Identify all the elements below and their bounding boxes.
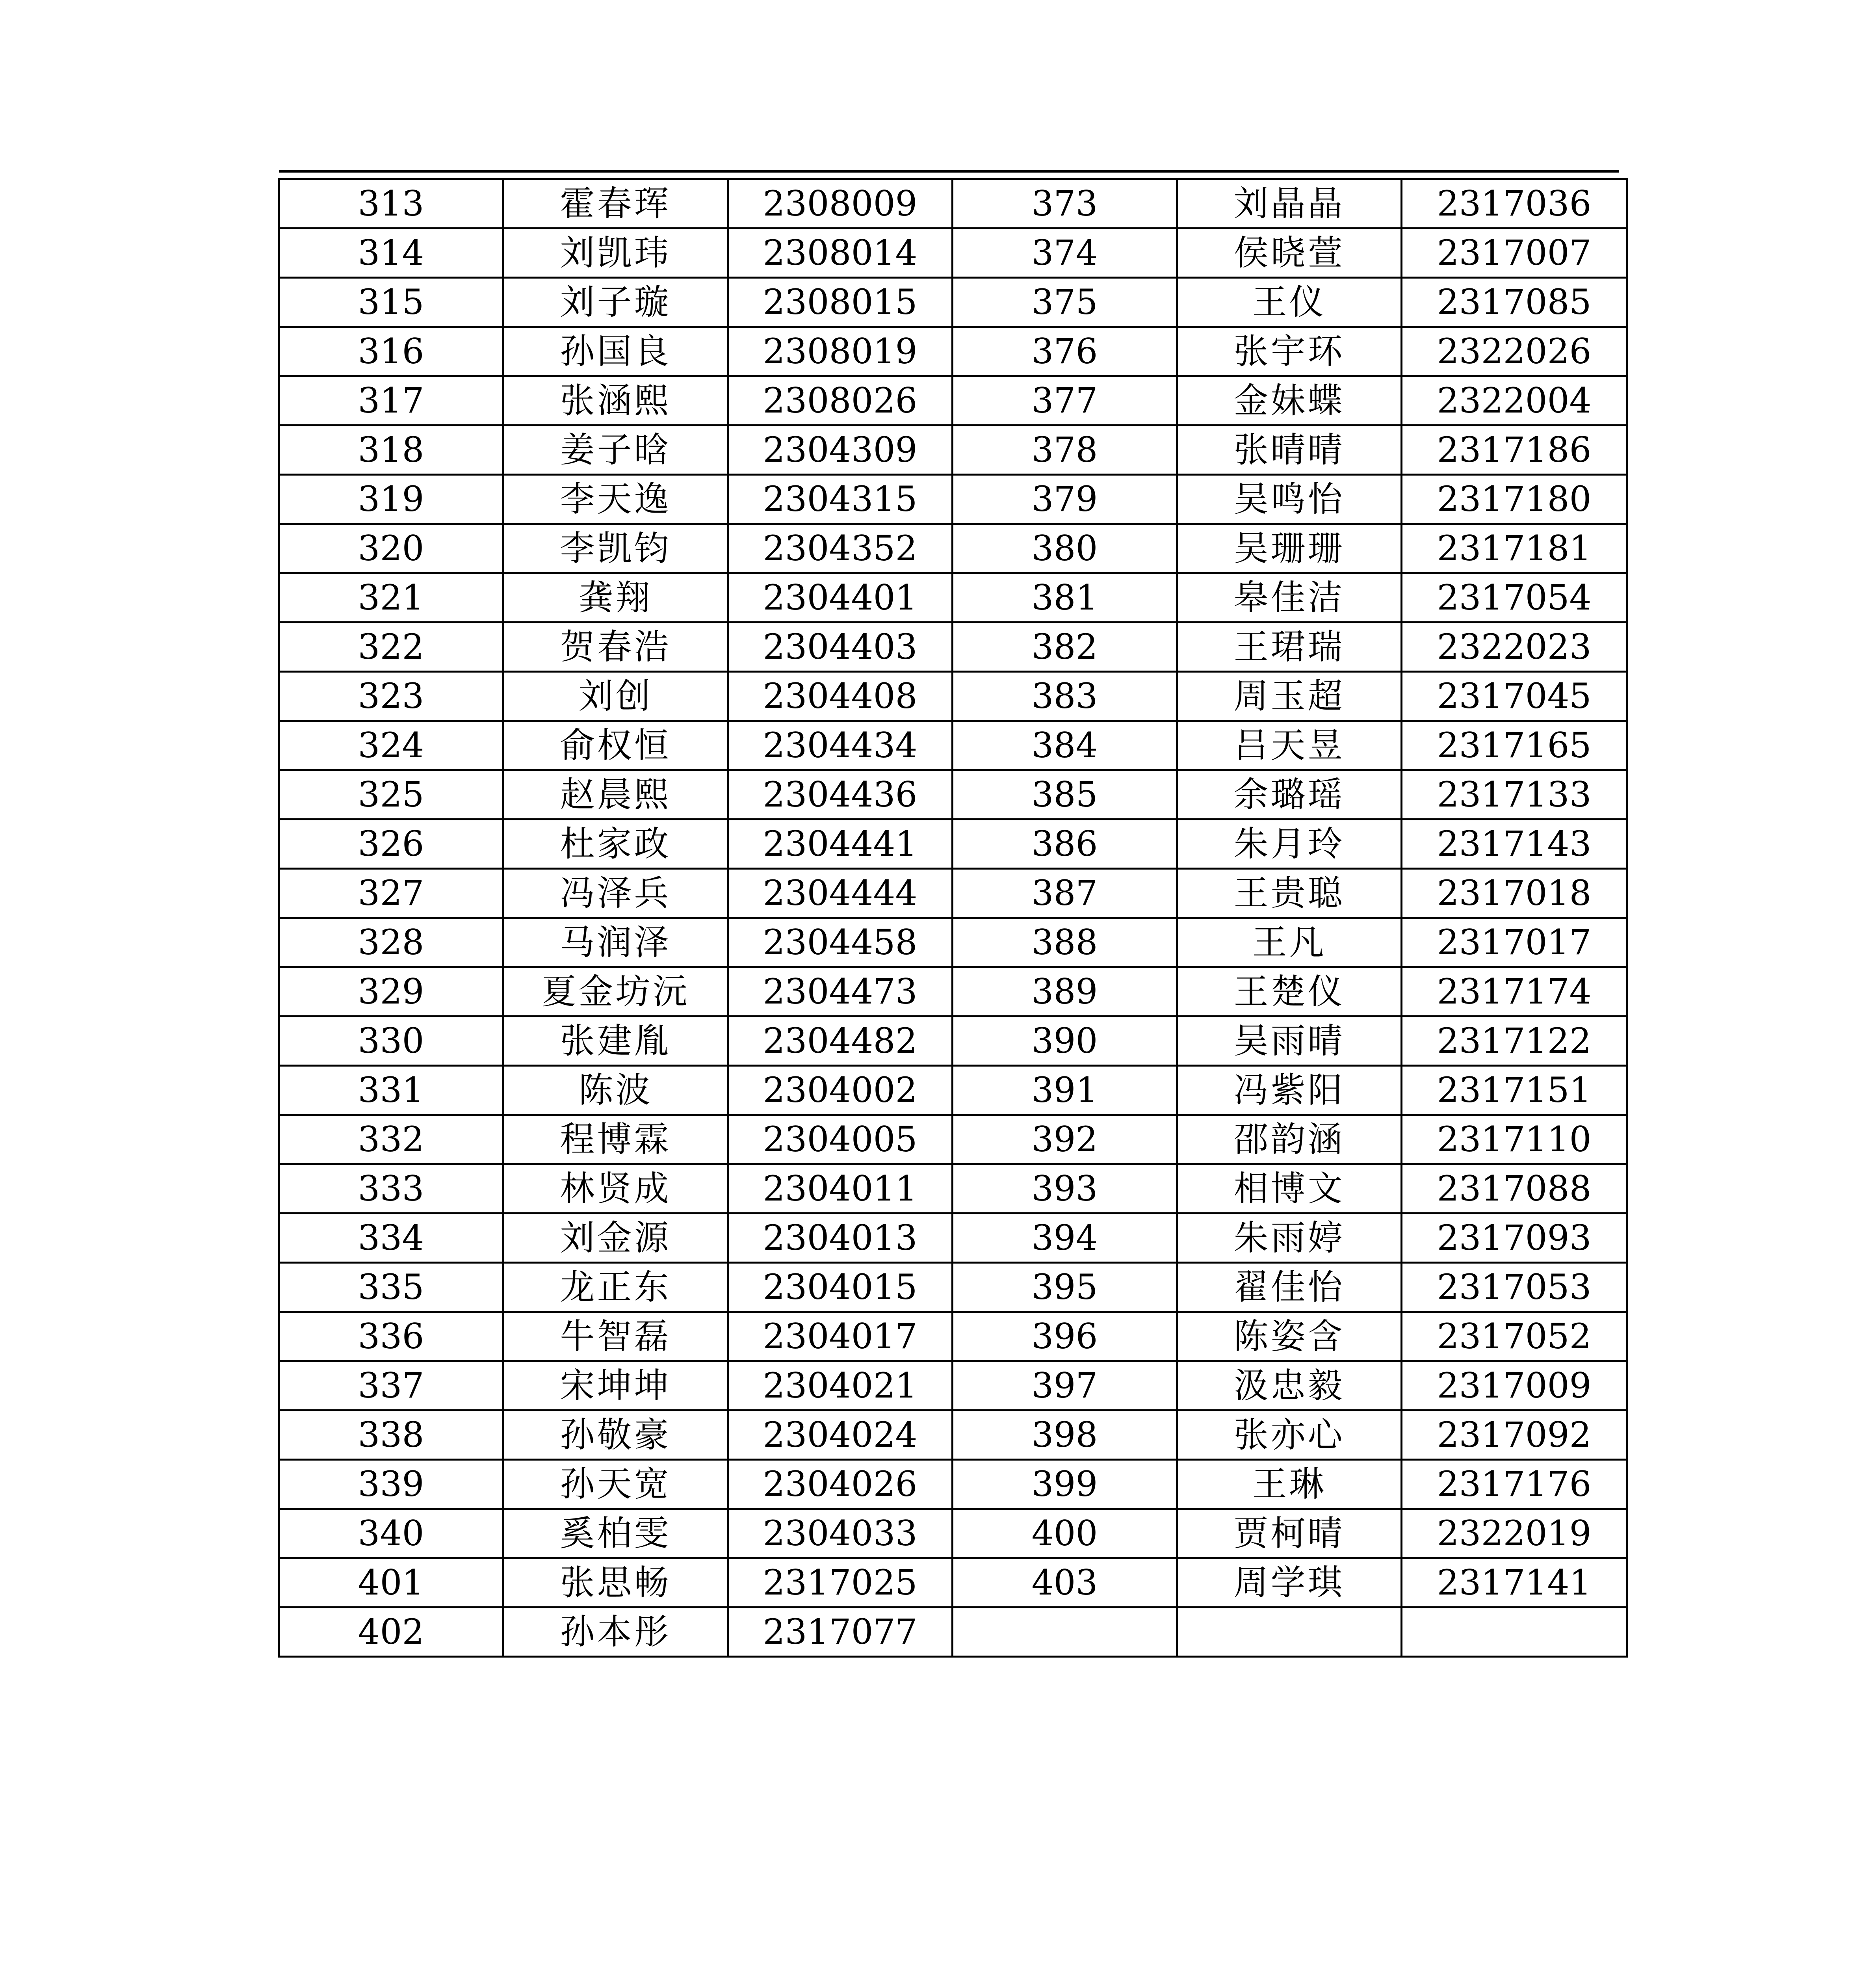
- table-row: [279, 229, 1627, 278]
- seq-cell: 374: [953, 229, 1177, 278]
- name-cell: 王凡: [1177, 918, 1402, 967]
- seq-cell: 321: [279, 573, 503, 623]
- student-id-cell: 2317054: [1402, 573, 1627, 623]
- seq-cell: 393: [953, 1164, 1177, 1214]
- student-id-cell: 2304021: [728, 1361, 953, 1411]
- seq-cell: 322: [279, 623, 503, 672]
- table-row: [279, 1164, 1627, 1214]
- seq-cell: 326: [279, 820, 503, 869]
- student-id-cell: 2317025: [728, 1558, 953, 1608]
- student-id-cell: 2317018: [1402, 869, 1627, 918]
- seq-cell: 383: [953, 672, 1177, 721]
- table-row: [279, 1558, 1627, 1608]
- seq-cell: 390: [953, 1017, 1177, 1066]
- seq-cell: 396: [953, 1312, 1177, 1361]
- student-id-cell: 2304033: [728, 1509, 953, 1558]
- table-row: [279, 1017, 1627, 1066]
- header-rule: [279, 170, 1619, 173]
- name-cell: 王琳: [1177, 1460, 1402, 1509]
- table-row: [279, 623, 1627, 672]
- student-id-cell: 2304002: [728, 1066, 953, 1115]
- student-id-cell: [1402, 1608, 1627, 1657]
- table-row: [279, 869, 1627, 918]
- table-row: [279, 1509, 1627, 1558]
- seq-cell: 388: [953, 918, 1177, 967]
- student-id-cell: 2304017: [728, 1312, 953, 1361]
- name-cell: 奚柏雯: [503, 1509, 728, 1558]
- name-cell: 夏金坊沅: [503, 967, 728, 1017]
- student-id-cell: 2317045: [1402, 672, 1627, 721]
- name-cell: 刘晶晶: [1177, 179, 1402, 229]
- name-cell: 朱月玲: [1177, 820, 1402, 869]
- seq-cell: 398: [953, 1411, 1177, 1460]
- name-cell: 杜家政: [503, 820, 728, 869]
- name-cell: 张思畅: [503, 1558, 728, 1608]
- name-cell: 吕天昱: [1177, 721, 1402, 770]
- name-cell: 王楚仪: [1177, 967, 1402, 1017]
- table-row: [279, 918, 1627, 967]
- seq-cell: 384: [953, 721, 1177, 770]
- name-cell: 赵晨熙: [503, 770, 728, 820]
- name-cell: 姜子晗: [503, 426, 728, 475]
- name-cell: 刘凯玮: [503, 229, 728, 278]
- table-row: [279, 426, 1627, 475]
- table-row: [279, 327, 1627, 376]
- table-row: [279, 376, 1627, 426]
- seq-cell: 337: [279, 1361, 503, 1411]
- student-id-cell: 2322019: [1402, 1509, 1627, 1558]
- table-row: [279, 1115, 1627, 1164]
- seq-cell: 324: [279, 721, 503, 770]
- seq-cell: 331: [279, 1066, 503, 1115]
- student-id-cell: 2317077: [728, 1608, 953, 1657]
- student-id-cell: 2304315: [728, 475, 953, 524]
- table-row: [279, 1263, 1627, 1312]
- student-id-cell: 2317092: [1402, 1411, 1627, 1460]
- student-id-cell: 2304458: [728, 918, 953, 967]
- table-row: [279, 1214, 1627, 1263]
- name-cell: 牛智磊: [503, 1312, 728, 1361]
- name-cell: 张晴晴: [1177, 426, 1402, 475]
- student-id-cell: 2317017: [1402, 918, 1627, 967]
- student-id-cell: 2317143: [1402, 820, 1627, 869]
- student-id-cell: 2317165: [1402, 721, 1627, 770]
- seq-cell: 386: [953, 820, 1177, 869]
- seq-cell: 328: [279, 918, 503, 967]
- student-id-cell: 2317088: [1402, 1164, 1627, 1214]
- student-id-cell: 2308014: [728, 229, 953, 278]
- seq-cell: 318: [279, 426, 503, 475]
- seq-cell: 315: [279, 278, 503, 327]
- seq-cell: 327: [279, 869, 503, 918]
- seq-cell: 403: [953, 1558, 1177, 1608]
- seq-cell: 340: [279, 1509, 503, 1558]
- student-id-cell: 2317141: [1402, 1558, 1627, 1608]
- student-id-cell: 2317093: [1402, 1214, 1627, 1263]
- student-id-cell: 2304401: [728, 573, 953, 623]
- seq-cell: 329: [279, 967, 503, 1017]
- name-cell: 俞权恒: [503, 721, 728, 770]
- seq-cell: 314: [279, 229, 503, 278]
- name-cell: 余璐瑶: [1177, 770, 1402, 820]
- name-cell: 陈波: [503, 1066, 728, 1115]
- name-cell: 翟佳怡: [1177, 1263, 1402, 1312]
- student-id-cell: 2322023: [1402, 623, 1627, 672]
- table-row: [279, 1608, 1627, 1657]
- student-id-cell: 2304026: [728, 1460, 953, 1509]
- name-cell: 邵韵涵: [1177, 1115, 1402, 1164]
- student-id-cell: 2308026: [728, 376, 953, 426]
- student-id-cell: 2317036: [1402, 179, 1627, 229]
- seq-cell: 333: [279, 1164, 503, 1214]
- table-row: [279, 820, 1627, 869]
- seq-cell: 397: [953, 1361, 1177, 1411]
- student-id-cell: 2317181: [1402, 524, 1627, 573]
- seq-cell: 382: [953, 623, 1177, 672]
- name-cell: 王珺瑞: [1177, 623, 1402, 672]
- student-id-cell: 2308019: [728, 327, 953, 376]
- table-row: [279, 475, 1627, 524]
- table-row: [279, 524, 1627, 573]
- name-cell: 贺春浩: [503, 623, 728, 672]
- table-row: [279, 967, 1627, 1017]
- student-id-cell: 2304473: [728, 967, 953, 1017]
- seq-cell: [953, 1608, 1177, 1657]
- student-id-cell: 2304444: [728, 869, 953, 918]
- seq-cell: 378: [953, 426, 1177, 475]
- seq-cell: 334: [279, 1214, 503, 1263]
- name-cell: 龙正东: [503, 1263, 728, 1312]
- name-cell: 吴鸣怡: [1177, 475, 1402, 524]
- student-id-cell: 2317174: [1402, 967, 1627, 1017]
- table-row: [279, 1460, 1627, 1509]
- seq-cell: 387: [953, 869, 1177, 918]
- name-cell: 王仪: [1177, 278, 1402, 327]
- seq-cell: 323: [279, 672, 503, 721]
- name-cell: 冯泽兵: [503, 869, 728, 918]
- seq-cell: 316: [279, 327, 503, 376]
- seq-cell: 317: [279, 376, 503, 426]
- seq-cell: 401: [279, 1558, 503, 1608]
- student-id-cell: 2304482: [728, 1017, 953, 1066]
- student-id-cell: 2304403: [728, 623, 953, 672]
- student-id-cell: 2317110: [1402, 1115, 1627, 1164]
- student-id-cell: 2317176: [1402, 1460, 1627, 1509]
- student-id-cell: 2317180: [1402, 475, 1627, 524]
- seq-cell: 373: [953, 179, 1177, 229]
- seq-cell: 338: [279, 1411, 503, 1460]
- student-id-cell: 2304352: [728, 524, 953, 573]
- student-id-cell: 2304434: [728, 721, 953, 770]
- name-cell: 皋佳洁: [1177, 573, 1402, 623]
- student-id-cell: 2317186: [1402, 426, 1627, 475]
- roster-body: [279, 179, 1627, 1657]
- name-cell: 程博霖: [503, 1115, 728, 1164]
- student-id-cell: 2304005: [728, 1115, 953, 1164]
- name-cell: 张建胤: [503, 1017, 728, 1066]
- seq-cell: 336: [279, 1312, 503, 1361]
- name-cell: 吴珊珊: [1177, 524, 1402, 573]
- seq-cell: 325: [279, 770, 503, 820]
- name-cell: 周玉超: [1177, 672, 1402, 721]
- table-row: [279, 1066, 1627, 1115]
- seq-cell: 332: [279, 1115, 503, 1164]
- seq-cell: 385: [953, 770, 1177, 820]
- seq-cell: 394: [953, 1214, 1177, 1263]
- name-cell: 朱雨婷: [1177, 1214, 1402, 1263]
- name-cell: 孙本彤: [503, 1608, 728, 1657]
- student-id-cell: 2304015: [728, 1263, 953, 1312]
- name-cell: 李天逸: [503, 475, 728, 524]
- student-id-cell: 2322026: [1402, 327, 1627, 376]
- name-cell: 王贵聪: [1177, 869, 1402, 918]
- seq-cell: 330: [279, 1017, 503, 1066]
- seq-cell: 400: [953, 1509, 1177, 1558]
- student-id-cell: 2304024: [728, 1411, 953, 1460]
- student-id-cell: 2304441: [728, 820, 953, 869]
- seq-cell: 377: [953, 376, 1177, 426]
- student-id-cell: 2304309: [728, 426, 953, 475]
- seq-cell: 389: [953, 967, 1177, 1017]
- name-cell: 刘金源: [503, 1214, 728, 1263]
- name-cell: 宋坤坤: [503, 1361, 728, 1411]
- student-id-cell: 2317007: [1402, 229, 1627, 278]
- name-cell: 周学琪: [1177, 1558, 1402, 1608]
- seq-cell: 319: [279, 475, 503, 524]
- student-id-cell: 2317122: [1402, 1017, 1627, 1066]
- seq-cell: 335: [279, 1263, 503, 1312]
- name-cell: 霍春珲: [503, 179, 728, 229]
- name-cell: 汲忠毅: [1177, 1361, 1402, 1411]
- student-id-cell: 2317052: [1402, 1312, 1627, 1361]
- name-cell: 孙敬豪: [503, 1411, 728, 1460]
- student-id-cell: 2317151: [1402, 1066, 1627, 1115]
- name-cell: 张涵熙: [503, 376, 728, 426]
- seq-cell: 402: [279, 1608, 503, 1657]
- seq-cell: 392: [953, 1115, 1177, 1164]
- table-row: [279, 573, 1627, 623]
- table-row: [279, 1312, 1627, 1361]
- student-id-cell: 2317009: [1402, 1361, 1627, 1411]
- seq-cell: 320: [279, 524, 503, 573]
- name-cell: [1177, 1608, 1402, 1657]
- name-cell: 冯紫阳: [1177, 1066, 1402, 1115]
- name-cell: 张亦心: [1177, 1411, 1402, 1460]
- student-id-cell: 2317133: [1402, 770, 1627, 820]
- name-cell: 龚翔: [503, 573, 728, 623]
- name-cell: 孙天宽: [503, 1460, 728, 1509]
- seq-cell: 376: [953, 327, 1177, 376]
- student-id-cell: 2317053: [1402, 1263, 1627, 1312]
- seq-cell: 395: [953, 1263, 1177, 1312]
- name-cell: 马润泽: [503, 918, 728, 967]
- student-id-cell: 2304013: [728, 1214, 953, 1263]
- name-cell: 相博文: [1177, 1164, 1402, 1214]
- name-cell: 刘子璇: [503, 278, 728, 327]
- name-cell: 李凯钧: [503, 524, 728, 573]
- seq-cell: 391: [953, 1066, 1177, 1115]
- student-id-cell: 2304011: [728, 1164, 953, 1214]
- seq-cell: 313: [279, 179, 503, 229]
- name-cell: 孙国良: [503, 327, 728, 376]
- seq-cell: 381: [953, 573, 1177, 623]
- table-row: [279, 1361, 1627, 1411]
- roster-table: [278, 178, 1628, 1658]
- student-id-cell: 2304408: [728, 672, 953, 721]
- table-row: [279, 770, 1627, 820]
- seq-cell: 399: [953, 1460, 1177, 1509]
- name-cell: 张宇环: [1177, 327, 1402, 376]
- seq-cell: 375: [953, 278, 1177, 327]
- student-id-cell: 2304436: [728, 770, 953, 820]
- name-cell: 侯晓萱: [1177, 229, 1402, 278]
- table-row: [279, 1411, 1627, 1460]
- table-row: [279, 278, 1627, 327]
- student-id-cell: 2317085: [1402, 278, 1627, 327]
- table-row: [279, 721, 1627, 770]
- name-cell: 林贤成: [503, 1164, 728, 1214]
- student-id-cell: 2308009: [728, 179, 953, 229]
- student-id-cell: 2308015: [728, 278, 953, 327]
- name-cell: 金妹蝶: [1177, 376, 1402, 426]
- table-row: [279, 179, 1627, 229]
- table-row: [279, 672, 1627, 721]
- name-cell: 贾柯晴: [1177, 1509, 1402, 1558]
- name-cell: 陈姿含: [1177, 1312, 1402, 1361]
- seq-cell: 339: [279, 1460, 503, 1509]
- name-cell: 刘创: [503, 672, 728, 721]
- seq-cell: 379: [953, 475, 1177, 524]
- student-id-cell: 2322004: [1402, 376, 1627, 426]
- name-cell: 吴雨晴: [1177, 1017, 1402, 1066]
- seq-cell: 380: [953, 524, 1177, 573]
